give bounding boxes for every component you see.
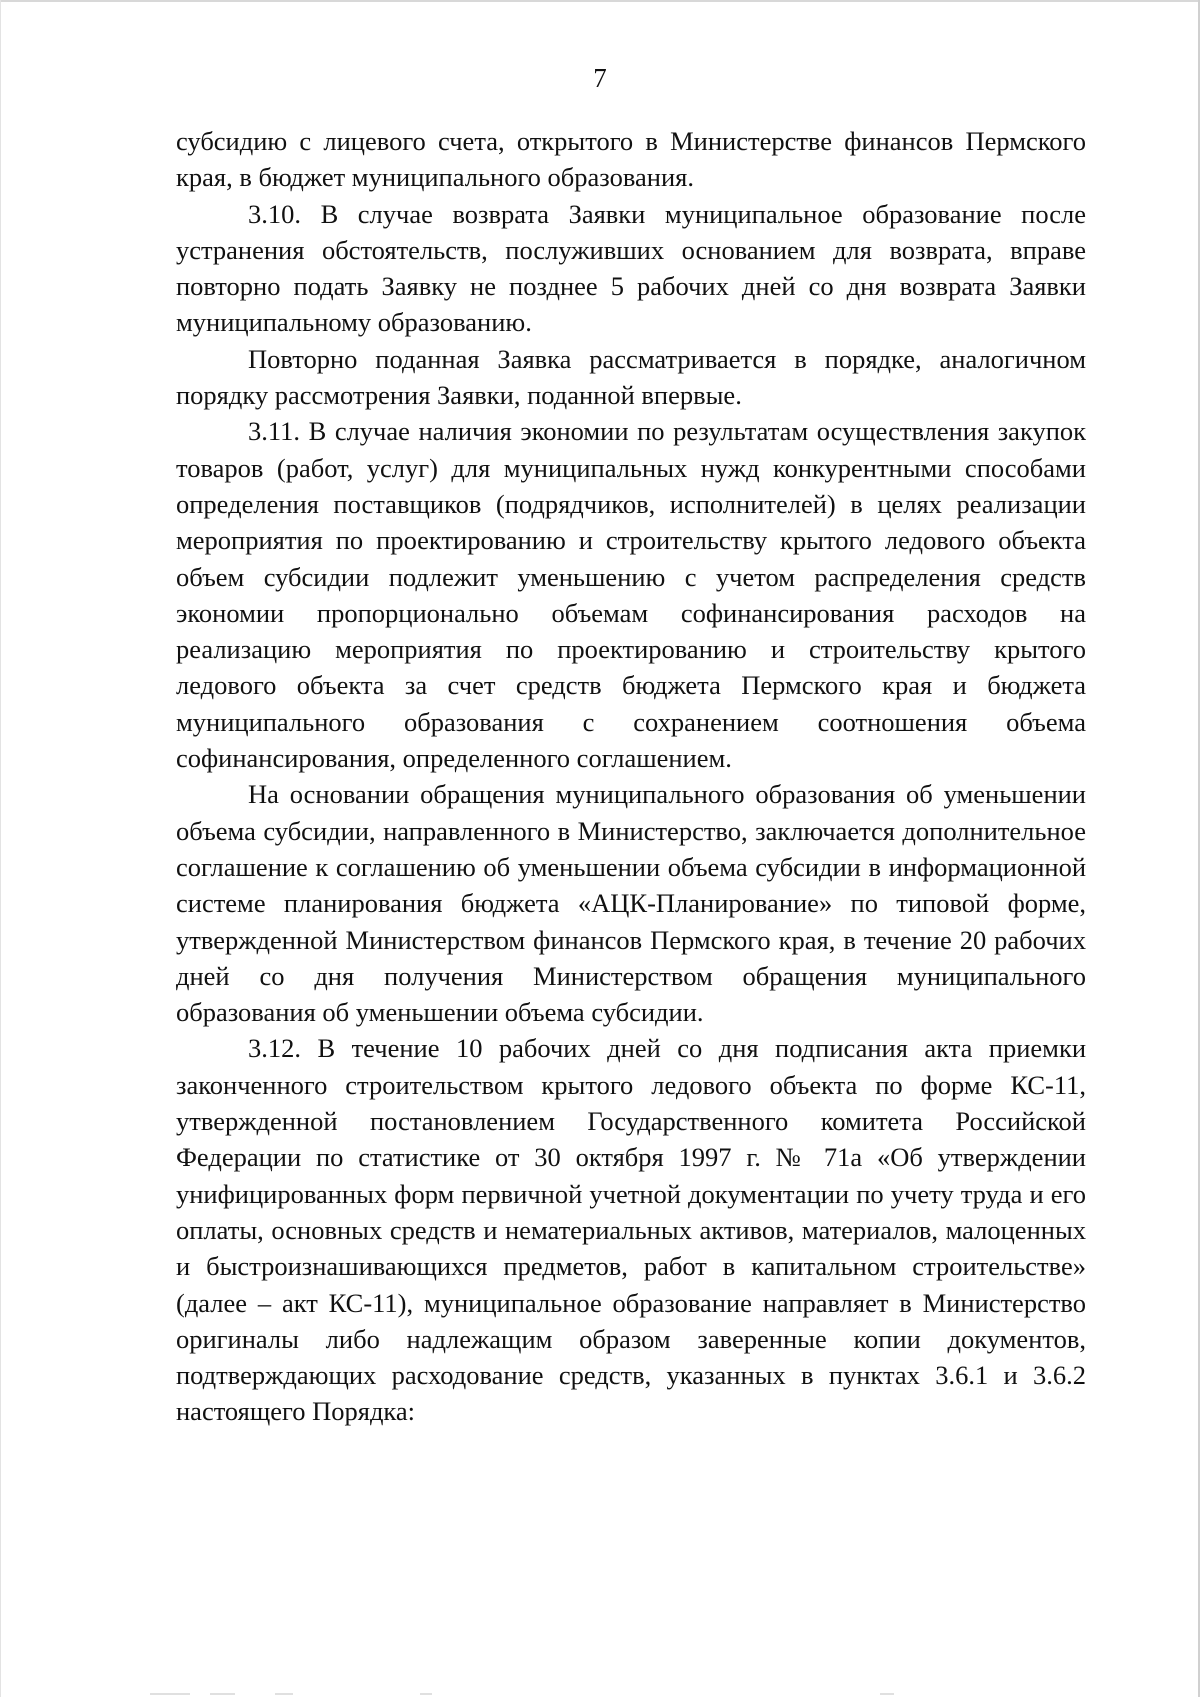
scan-speck	[880, 1693, 894, 1695]
scan-speck	[420, 1693, 432, 1695]
scan-speck	[150, 1693, 190, 1695]
document-body	[176, 123, 1086, 1430]
paragraph-repeat-application: Повторно поданная Заявка рассматривается в порядке, аналогичном порядку рассмотрения Заявки, поданной впервые.	[176, 343, 1086, 411]
scan-artifacts	[0, 1687, 1200, 1697]
scan-speck	[275, 1693, 293, 1695]
paragraph-reduction-basis: На основании обращения муниципального образования об уменьшении объема субсидии, направленного в Министерство, заключается дополнительное соглашение к соглашению об уменьшении объема субсидии в информационной системе планирования бюджета «АЦК-Планирование» по типовой форме, утвержденной Министерством финансов Пермского края, в течение 20 рабочих дней со дня получения Министерством обращения муниципального образования об уменьшении объема субсидии.	[176, 779, 1086, 1028]
paragraph-3-11: 3.11. В случае наличия экономии по результатам осуществления закупок товаров (работ, услуг) для муниципальных нужд конкурентными способами определения поставщиков (подрядчиков, исполнителей) в целях реализации мероприятия по проектированию и строительству крытого ледового объекта объем субсидии подлежит уменьшению с учетом распределения средств экономии пропорционально объемам софинансирования расходов на реализацию мероприятия по проектированию и строительству крытого ледового объекта за счет средств бюджета Пермского края и бюджета муниципального образования с сохранением соотношения объема софинансирования, определенного соглашением.	[176, 416, 1086, 774]
scan-speck	[210, 1693, 235, 1695]
paragraph-3-10: 3.10. В случае возврата Заявки муниципальное образование после устранения обстоятельств, послуживших основанием для возврата, вправе повторно подать Заявку не позднее 5 рабочих дней со дня возврата Заявки муниципальному образованию.	[176, 198, 1086, 338]
paragraph-continuation: субсидию с лицевого счета, открытого в Министерстве финансов Пермского края, в бюджет муниципального образования.	[176, 126, 1086, 193]
paragraph-3-12: 3.12. В течение 10 рабочих дней со дня подписания акта приемки законченного строительством крытого ледового объекта по форме КС-11, утвержденной постановлением Государственного комитета Российской Федерации по статистике от 30 октября 1997 г. № 71а «Об утверждении унифицированных форм первичной учетной документации по учету труда и его оплаты, основных средств и нематериальных активов, материалов, малоценных и быстроизнашивающихся предметов, работ в капитальном строительстве» (далее – акт КС-11), муниципальное образование направляет в Министерство оригиналы либо надлежащим образом заверенные копии документов, подтверждающих расходование средств, указанных в пунктах 3.6.1 и 3.6.2 настоящего Порядка:	[176, 1033, 1086, 1427]
scan-edge-left	[0, 0, 1, 1697]
scan-edge-top	[0, 0, 1200, 2]
page-number: 7	[593, 63, 607, 93]
